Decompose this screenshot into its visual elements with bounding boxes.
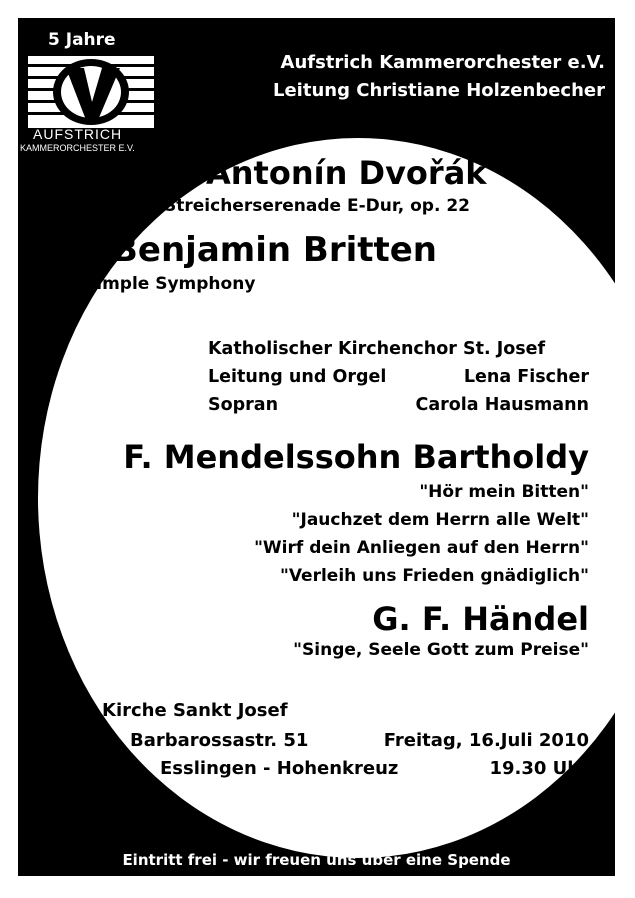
choir-person: Carola Hausmann — [415, 395, 589, 415]
composer-britten: Benjamin Britten — [112, 230, 438, 270]
venue-city: Esslingen - Hohenkreuz — [160, 758, 399, 779]
event-date: Freitag, 16.Juli 2010 — [383, 730, 589, 751]
event-time: 19.30 Uhr — [489, 758, 589, 779]
logo-subtitle: KAMMERORCHESTER E.V. — [20, 143, 135, 153]
work-mendelssohn: "Hör mein Bitten" — [419, 482, 589, 502]
work-britten: Simple Symphony — [84, 274, 256, 294]
work-dvorak: Streicherserenade E-Dur, op. 22 — [164, 196, 470, 216]
logo-anniversary-text: 5 Jahre — [48, 30, 116, 50]
venue-street: Barbarossastr. 51 — [130, 730, 309, 751]
choir-person: Lena Fischer — [463, 367, 589, 387]
logo-name: AUFSTRICH — [33, 126, 123, 142]
orchestra-name: Aufstrich Kammerorchester e.V. — [280, 52, 605, 73]
concert-poster — [18, 18, 615, 876]
work-mendelssohn: "Verleih uns Frieden gnädiglich" — [279, 566, 589, 586]
composer-handel: G. F. Händel — [372, 600, 589, 638]
composer-dvorak: Antonín Dvořák — [206, 154, 487, 192]
choir-director-row — [208, 367, 589, 387]
choir-role: Sopran — [208, 395, 279, 415]
city-time-row — [160, 758, 589, 779]
composer-mendelssohn: F. Mendelssohn Bartholdy — [123, 438, 589, 476]
soprano-row — [208, 395, 589, 415]
work-mendelssohn: "Jauchzet dem Herrn alle Welt" — [291, 510, 589, 530]
work-handel: "Singe, Seele Gott zum Preise" — [293, 640, 589, 660]
choir-role: Leitung und Orgel — [208, 367, 387, 387]
address-date-row — [130, 730, 589, 751]
work-mendelssohn: "Wirf dein Anliegen auf den Herrn" — [254, 538, 589, 558]
conductor-line: Leitung Christiane Holzenbecher — [273, 80, 605, 101]
footer-admission: Eintritt frei - wir freuen uns über eine Spende — [122, 851, 511, 869]
venue-name: Kirche Sankt Josef — [102, 700, 288, 721]
choir-name: Katholischer Kirchenchor St. Josef — [208, 339, 546, 359]
